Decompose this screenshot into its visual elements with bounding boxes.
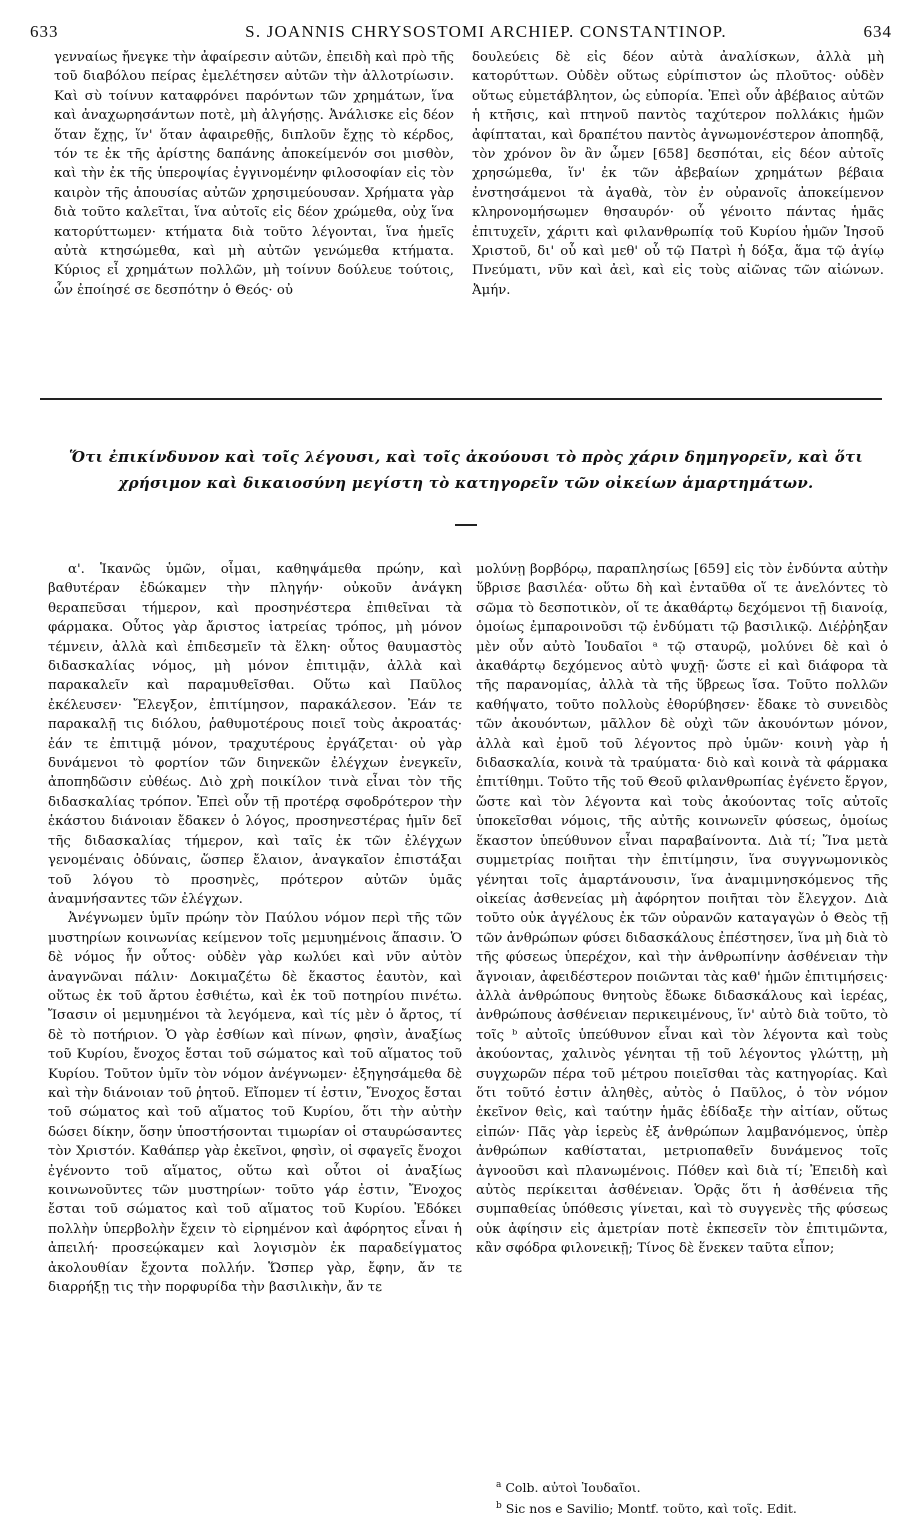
footnote-mark: b — [496, 1501, 502, 1512]
right-page-number: 634 — [863, 22, 892, 41]
running-title: S. JOANNIS CHRYSOSTOMI ARCHIEP. CONSTANTINOP. — [245, 22, 727, 41]
top-left-column — [54, 48, 454, 378]
body-right-column — [476, 560, 888, 1470]
paragraph: γενναίως ἤνεγκε τὴν ἀφαίρεσιν αὐτῶν, ἐπειδὴ καὶ πρὸ τῆς τοῦ διαβόλου πείρας ἐμελέτησεν αὐτῶν τὴν ἀλλοτρίωσιν. Καὶ σὺ τοίνυν καταφρόνει παρόντων τῶν χρημάτων, ἵνα καὶ ἀναχωρησάντων ποτὲ, μὴ ἀλγήσῃς. Ἀνάλισκε εἰς δέον ὅταν ἔχῃς, ἵν' ὅταν ἀφαιρεθῇς, διπλοῦν ἔχῃς τὸ κέρδος, τόν τε ἐκ τῆς ἀρίστης δαπάνης ἀποκείμενόν σοι μισθὸν, καὶ τὴν ἐκ τῆς ὑπεροψίας ἐγγινομένην φιλοσοφίαν εἰς τὸν καιρὸν τῆς ἀπουσίας αὐτῶν χρησιμεύουσαν. Χρήματα γὰρ διὰ τοῦτο καλεῖται, ἵνα αὐτοῖς εἰς δέον χρώμεθα, οὐχ ἵνα κατορύττωμεν· κτήματα διὰ τοῦτο λέγονται, ἵνα ἡμεῖς αὐτὰ κτησώμεθα, καὶ μὴ αὐτῶν γενώμεθα κτήματα. Κύριος εἶ χρημάτων πολλῶν, μὴ τοίνυν δούλευε τούτοις, ὧν ἐποίησέ σε δεσπότην ὁ Θεός· οὐ — [54, 50, 454, 298]
paragraph: δουλεύεις δὲ εἰς δέον αὐτὰ ἀναλίσκων, ἀλλὰ μὴ κατορύττων. Οὐδὲν οὕτως εὐρίπιστον ὡς πλοῦτος· οὐδὲν οὕτως εὐμετάβλητον, ὡς εὐπορία. Ἐπεὶ οὖν ἀβέβαιος αὐτῶν ἡ κτῆσις, καὶ πτηνοῦ παντὸς ταχύτερον πολλάκις ἡμῶν ἀφίπταται, καὶ δραπέτου παντὸς ἀγνωμονέστερον ἀποπηδᾷ, τὸν χρόνον ὃν ἂν ὦμεν [658] δεσπόται, εἰς δέον αὐτοῖς χρησώμεθα, ἵν' ἐκ τῶν ἀβεβαίων χρημάτων βέβαια ἐνστησάμενοι τὰ ἀγαθὰ, τὸν ἐν οὐρανοῖς ἀποκείμενον κληρονομήσωμεν θησαυρόν· οὗ γένοιτο πάντας ἡμᾶς ἐπιτυχεῖν, χάριτι καὶ φιλανθρωπίᾳ τοῦ Κυρίου ἡμῶν Ἰησοῦ Χριστοῦ, δι' οὗ καὶ μεθ' οὗ τῷ Πατρὶ ἡ δόξα, ἅμα τῷ ἁγίῳ Πνεύματι, νῦν καὶ ἀεὶ, καὶ εἰς τοὺς αἰῶνας τῶν αἰώνων. Ἀμήν. — [472, 50, 884, 298]
footnote-mark: a — [496, 1480, 502, 1490]
body-left-column — [48, 560, 462, 1510]
paragraph: Ἀνέγνωμεν ὑμῖν πρώην τὸν Παύλου νόμον περὶ τῆς τῶν μυστηρίων κοινωνίας κείμενον τοῖς μεμυημένοις ἅπασιν. Ὁ δὲ νόμος ἦν οὗτος· οὐδὲν γὰρ κωλύει καὶ νῦν αὐτὸν ἀναγνῶναι πάλιν· Δοκιμαζέτω δὲ ἕκαστος ἑαυτὸν, καὶ οὕτως ἐκ τοῦ ἄρτου ἐσθιέτω, καὶ ἐκ τοῦ ποτηρίου πινέτω. Ἴσασιν οἱ μεμυημένοι τὰ λεγόμενα, καὶ τίς μὲν ὁ ἄρτος, τί δὲ τὸ ποτήριον. Ὁ γὰρ ἐσθίων καὶ πίνων, φησὶν, ἀναξίως τοῦ Κυρίου, ἔνοχος ἔσται τοῦ σώματος καὶ τοῦ αἵματος τοῦ Κυρίου. Τοῦτον ὑμῖν τὸν νόμον ἀνέγνωμεν· ἐξηγησάμεθα δὲ καὶ τὴν διάνοιαν τοῦ ῥητοῦ. Εἴπομεν τί ἐστιν, Ἔνοχος ἔσται τοῦ σώματος καὶ τοῦ αἵματος τοῦ Κυρίου, ὅτι τὴν αὐτὴν δώσει δίκην, ὅσην ὑποστήσονται τιμωρίαν οἱ σταυρώσαντες τὸν Χριστόν. Καθάπερ γὰρ ἐκεῖνοι, φησὶν, οἱ σφαγεῖς ἔνοχοι ἐγένοντο τοῦ αἵματος, οὕτω καὶ οὗτοι οἱ ἀναξίως κοινωνοῦντες τῶν μυστηρίων· τοῦτο γάρ ἐστιν, Ἔνοχος ἔσται τοῦ σώματος καὶ τοῦ αἵματος τοῦ Κυρίου. Ἐδόκει πολλὴν ὑπερβολὴν ἔχειν τὸ εἰρημένον καὶ ἀφόρητος εἶναι ἡ ἀπειλή· προσεῴκαμεν καὶ λογισμὸν ἐκ παραδείγματος ἀκολουθίαν ἔχοντα πολλήν. Ὥσπερ γὰρ, ἔφην, ἄν τε διαρρήξῃ τις τὴν πορφυρίδα τὴν βασιλικὴν, ἄν τε — [48, 911, 462, 1296]
left-page-number: 633 — [30, 22, 59, 41]
footnote-text: Sic nos e Savilio; Montf. τοῦτο, καὶ τοῖς. Edit. — [505, 1501, 797, 1517]
footnotes — [496, 1476, 886, 1518]
top-right-column — [472, 48, 884, 378]
paragraph: α'. Ἱκανῶς ὑμῶν, οἶμαι, καθηψάμεθα πρώην, καὶ βαθυτέραν ἐδώκαμεν τὴν πληγήν· οὐκοῦν ἀνάγκη θεραπεῦσαι τήμερον, καὶ προσηνέστερα ἐπιθεῖναι τὰ φάρμακα. Οὗτος γὰρ ἄριστος ἰατρείας τρόπος, μὴ μόνον τέμνειν, ἀλλὰ καὶ ἐπιδεσμεῖν τὰ ἕλκη· οὗτος θαυμαστὸς διδασκαλίας νόμος, μὴ μόνον ἐπιτιμᾷν, ἀλλὰ καὶ παρακαλεῖν καὶ παραμυθεῖσθαι. Οὕτω καὶ Παῦλος ἐκέλευσεν· Ἔλεγξον, ἐπιτίμησον, παρακάλεσον. Ἐάν τε παρακαλῇ τις διόλου, ῥαθυμοτέρους ποιεῖ τοὺς ἀκροατάς· ἐάν τε ἐπιτιμᾷ μόνον, τραχυτέρους ἐργάζεται· οὐ γὰρ δυνάμενοι τὸ φορτίον τῶν διηνεκῶν ἐλέγχων ἐνεγκεῖν, ἀποπηδῶσιν εὐθέως. Διὸ χρὴ ποικίλον τινὰ εἶναι τὸν τῆς διδασκαλίας τρόπον. Ἐπεὶ οὖν τῇ προτέρᾳ σφοδρότερον τὴν ἑκάστου διάνοιαν ἔδακεν ὁ λόγος, προσηνεστέρας ἡμῖν δεῖ τῆς διδασκαλίας τήμερον, καὶ ταῖς ἐκ τῶν ἐλέγχων γενομέναις ὀδύναις, ὥσπερ ἔλαιον, ἀναγκαῖον ἐπιστάξαι τοῦ λόγου τὸ προσηνὲς, πρότερον αὐτῶν ὑμᾶς ἀναμνήσαντες τῶν ἐλέγχων. — [48, 562, 462, 907]
footnote-text: Colb. αὐτοὶ Ἰουδαῖοι. — [505, 1480, 641, 1496]
section-divider — [40, 398, 882, 400]
paragraph: μολύνῃ βορβόρῳ, παραπλησίως [659] εἰς τὸν ἐνδύντα αὐτὴν ὕβρισε βασιλέα· οὕτω δὴ καὶ ἐνταῦθα οἵ τε ἀνελόντες τὸ σῶμα τὸ δεσποτικὸν, οἵ τε ἀκαθάρτῳ δεχόμενοι τῇ διανοίᾳ, ὁμοίως ἐμπαροινοῦσι τῷ ἐνδύματι τῷ βασιλικῷ. Διέῤῥηξαν μὲν οὖν αὐτὸ Ἰουδαῖοι ᵃ τῷ σταυρῷ, μολύνει δὲ καὶ ὁ ἀκαθάρτῳ δεχόμενος αὐτὸ ψυχῇ· ὥστε εἰ καὶ διάφορα τὰ τῆς παρανομίας, ἀλλὰ τὰ τῆς ὕβρεως ἴσα. Τοῦτο πολλῶν καθήψατο, τοῦτο πολλοὺς ἐθορύβησεν· ἔδακε τὸ συνειδὸς τῶν ἀκουόντων, μᾶλλον δὲ οὐχὶ τῶν ἀκουόντων μόνον, ἀλλὰ καὶ ἐμοῦ τοῦ λέγοντος πρὸ ὑμῶν· κοινὴ γὰρ ἡ διδασκαλία, κοινὰ τὰ τραύματα· διὸ καὶ κοινὰ τὰ φάρμακα ἐπιτίθημι. Τοῦτο τῆς τοῦ Θεοῦ φιλανθρωπίας ἐγένετο ἔργον, ὥστε καὶ τὸν λέγοντα καὶ τοὺς ἀκούοντας τοῖς αὐτοῖς ὑποκεῖσθαι νόμοις, τῆς αὐτῆς κοινωνεῖν φύσεως, ὁμοίως ἕκαστον ὑπεύθυνον εἶναι παραβαίνοντα. Διὰ τί; Ἵνα μετὰ συμμετρίας ποιῆται τὴν ἐπιτίμησιν, ἵνα συγγνωμονικὸς γένηται τοῖς ἁμαρτάνουσιν, ἵνα ἀναμιμνησκόμενος τῆς οἰκείας ἀσθενείας μὴ ἀφόρητον ποιῆται τὸν ἔλεγχον. Διὰ τοῦτο οὐκ ἀγγέλους ἐκ τῶν οὐρανῶν καταγαγὼν ὁ Θεὸς τῇ τῶν ἀνθρώπων φύσει διδασκάλους ἐπέστησεν, ἵνα μὴ διὰ τὸ τῆς φύσεως ὑπερέχον, καὶ τὴν ἀνθρωπίνην ἀσθένειαν τὴν ἄγνοιαν, ἀφειδέστερον ποιῶνται τὰς καθ' ἡμῶν ἐπιτιμήσεις· ἀλλὰ ἀνθρώπους θνητοὺς ἔδωκε διδασκάλους καὶ ἱερέας, ἀνθρώπους ἀσθένειαν περικειμένους, ἵν' αὐτὸ διὰ τοῦτο, τὸ τοῖς ᵇ αὐτοῖς ὑπεύθυνον εἶναι καὶ τὸν λέγοντα καὶ τοὺς ἀκούοντας, χαλινὸς γένηται τῇ τοῦ λέγοντος γλώττῃ, μὴ συγχωρῶν πέρα τοῦ μέτρου ποιεῖσθαι τὰς κατηγορίας. Καὶ ὅτι τοῦτό ἐστιν ἀληθὲς, αὐτὸς ὁ Παῦλος, ὁ τὸν νόμον ἐκεῖνον θεὶς, καὶ ταύτην ἡμᾶς ἐδίδαξε τὴν αἰτίαν, οὕτως εἰπών· Πᾶς γὰρ ἱερεὺς ἐξ ἀνθρώπων λαμβανόμενος, ὑπὲρ ἀνθρώπων καθίσταται, μετριοπαθεῖν δυνάμενος τοῖς ἀγνοοῦσι καὶ πλανωμένοις. Πόθεν καὶ διὰ τί; Ἐπειδὴ καὶ αὐτὸς περίκειται ἀσθένειαν. Ὁρᾷς ὅτι ἡ ἀσθένεια τῆς συμπαθείας ὑπόθεσις γίνεται, καὶ τὸ συγγενὲς τῆς φύσεως οὐκ ἀφίησιν εἰς ἀμετρίαν ποτὲ ἐκπεσεῖν τὸν ἐπιτιμῶντα, κἂν σφόδρα φιλονεικῇ; Τίνος δὲ ἕνεκεν ταῦτα εἶπον; — [476, 562, 888, 1257]
running-head — [30, 14, 892, 48]
section-title: Ὅτι ἐπικίνδυνον καὶ τοῖς λέγουσι, καὶ τοῖς ἀκούουσι τὸ πρὸς χάριν δημηγορεῖν, καὶ ὅτι χρήσιμον καὶ δικαιοσύνη μεγίστη τὸ κατηγορεῖν τῶν οἰκείων ἁμαρτημάτων. — [68, 448, 864, 492]
footnote — [496, 1476, 886, 1497]
title-dash — [455, 524, 477, 526]
footnote — [496, 1497, 886, 1518]
